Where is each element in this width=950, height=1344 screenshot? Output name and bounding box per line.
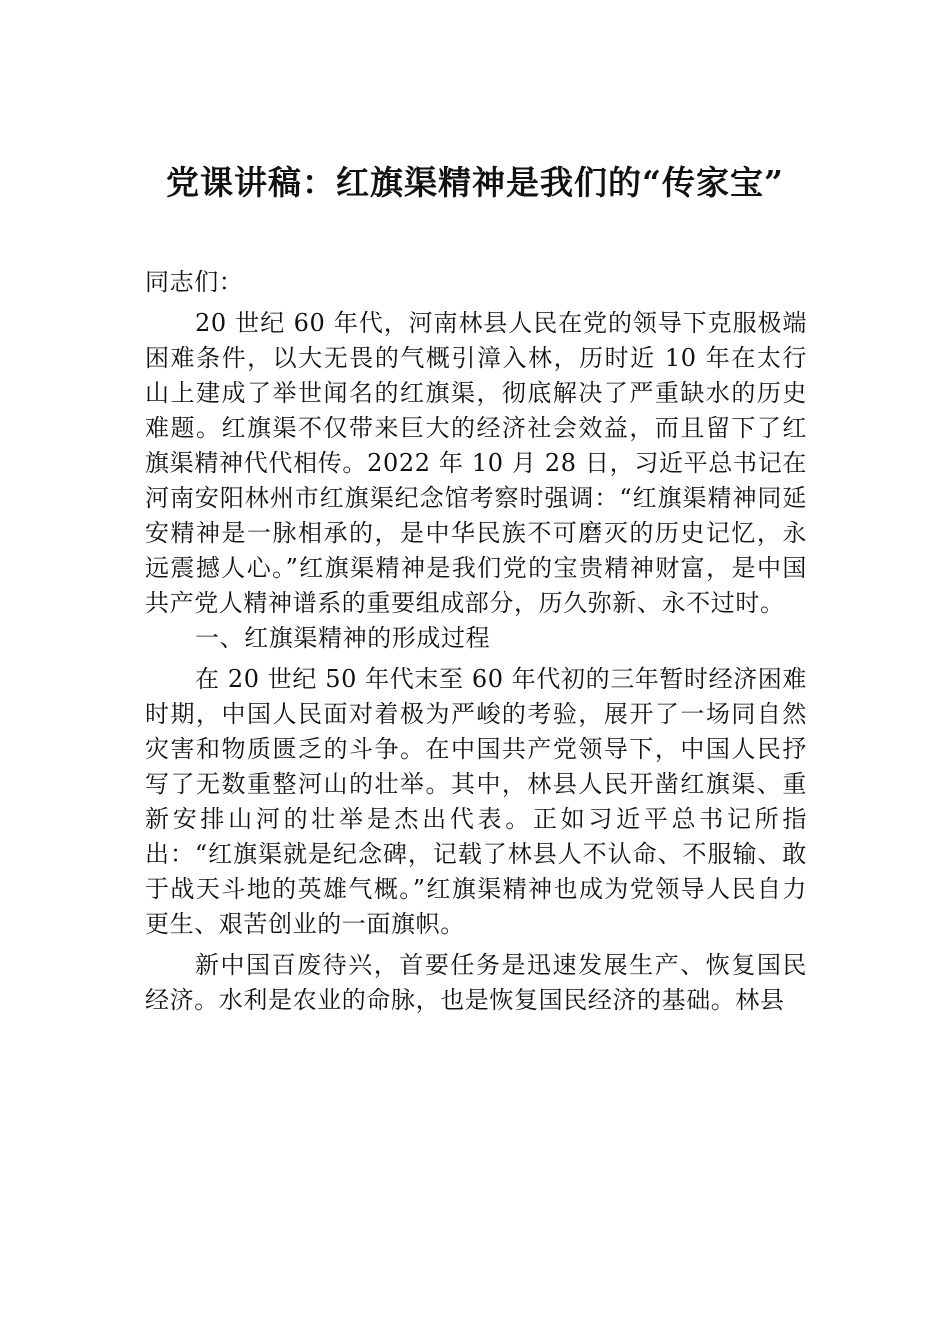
section-heading-1: 一、红旗渠精神的形成过程 (195, 624, 491, 652)
paragraph-1: 20 世纪 60 年代，河南林县人民在党的领导下克服极端困难条件，以大无畏的气概引漳入林，历时近 10 年在太行山上建成了举世闻名的红旗渠，彻底解决了严重缺水的历史难题。红旗渠不仅带来巨大的经济社会效益，而且留下了红旗渠精神代代相传。2022 年 10 月 28 日，习近平总书记在河南安阳林州市红旗渠纪念馆考察时强调：“红旗渠精神同延安精神是一脉相承的，是中华民族不可磨灭的历史记忆，永远震撼人心。”红旗渠精神是我们党的宝贵精神财富，是中国共产党人精神谱系的重要组成部分，历久弥新、永不过时。 (145, 309, 807, 617)
document-body (145, 265, 807, 1018)
document-title: 党课讲稿：红旗渠精神是我们的“传家宝” (166, 163, 784, 202)
salutation: 同志们： (145, 268, 244, 296)
paragraph-3: 新中国百废待兴，首要任务是迅速发展生产、恢复国民经济。水利是农业的命脉，也是恢复国民经济的基础。林县 (145, 951, 807, 1014)
paragraph-2: 在 20 世纪 50 年代末至 60 年代初的三年暂时经济困难时期，中国人民面对着极为严峻的考验，展开了一场同自然灾害和物质匮乏的斗争。在中国共产党领导下，中国人民抒写了无数重整河山的壮举。其中，林县人民开凿红旗渠、重新安排山河的壮举是杰出代表。正如习近平总书记所指出：“红旗渠就是纪念碑，记载了林县人不认命、不服输、敢于战天斗地的英雄气概。”红旗渠精神也成为党领导人民自力更生、艰苦创业的一面旗帜。 (145, 665, 807, 938)
